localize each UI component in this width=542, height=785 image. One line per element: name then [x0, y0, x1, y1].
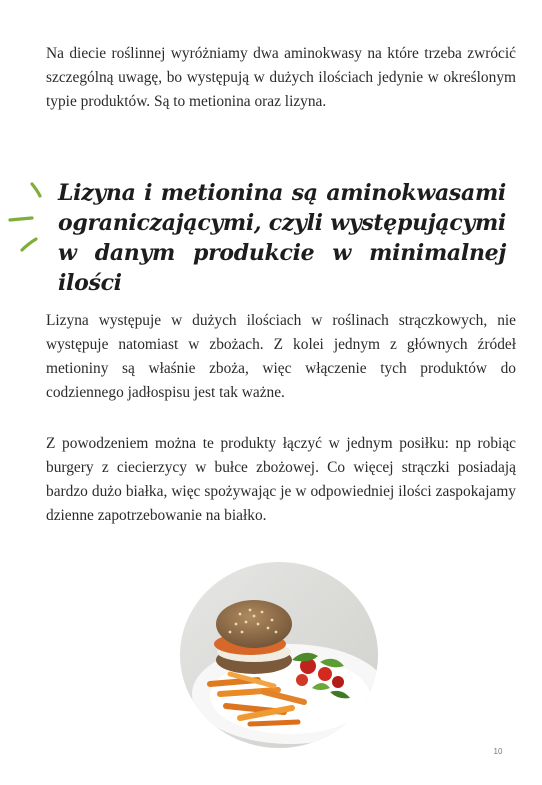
lysine-paragraph: Lizyna występuje w dużych ilościach w roślinach strączkowych, nie występuje natomiast w zbożach. Z kolei jednym z głównych źródeł metioniny są właśnie zboża, więc włączenie tych produktów do codziennego jadłospisu jest tak ważne. — [46, 312, 516, 401]
highlight-quote: Lizyna i metionina są aminokwasami ograniczającymi, czyli występującymi w danym produkcie w minimalnej ilości — [58, 180, 506, 296]
combination-paragraph: Z powodzeniem można te produkty łączyć w jednym posiłku: np robiąc burgery z ciecierzycy w bułce zbożowej. Co więcej strączki posiadają bardzo dużo białka, więc spożywając je w odpowiedniej ilości zaspokajamy dzienne zapotrzebowanie na białko. — [46, 435, 516, 524]
burger-with-fries-photo — [180, 562, 378, 748]
leaf-strokes-icon — [6, 178, 46, 258]
intro-paragraph: Na diecie roślinnej wyróżniamy dwa aminokwasy na które trzeba zwrócić szczególną uwagę, bo występują w dużych ilościach jedynie w określonym typie produktów. Są to metionina oraz lizyna. — [46, 45, 516, 110]
page-number: 10 — [493, 747, 503, 756]
